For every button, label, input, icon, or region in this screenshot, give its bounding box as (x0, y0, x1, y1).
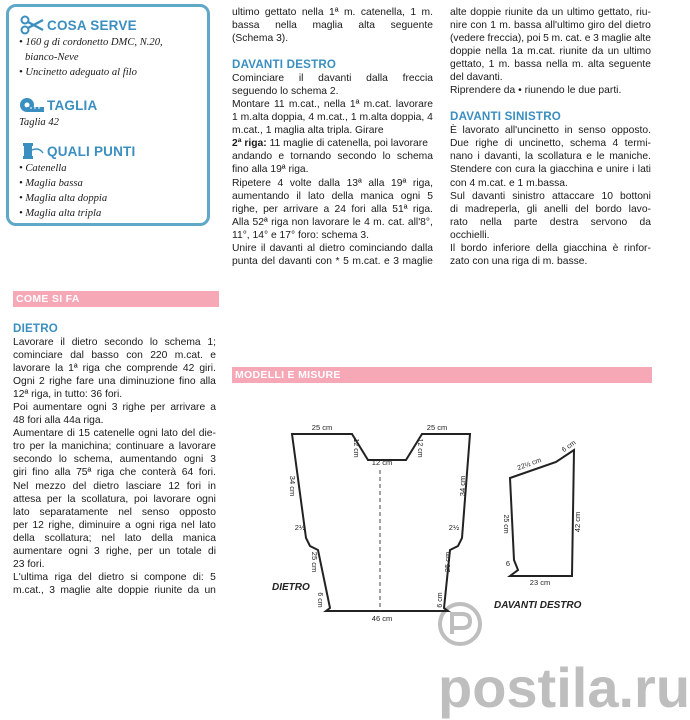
text-line: tro per la manichina; continuare a lavorare (13, 441, 216, 453)
dietro-column (13, 322, 216, 597)
right-column (450, 6, 651, 268)
davanti-destro-text (232, 72, 433, 137)
quali-punti-title: QUALI PUNTI (47, 143, 136, 159)
quali-punti-item: • Maglia bassa (19, 178, 83, 189)
text-line: aumentare ogni 3 righe, per un totale di (13, 545, 216, 557)
cosa-serve-line: • Uncinetto adeguato al filo (19, 67, 137, 78)
back-neck-left-label: 12 cm (352, 438, 359, 458)
quali-punti-item: • Maglia alta doppia (19, 193, 108, 204)
watermark-text: postila.ru (438, 656, 690, 719)
cosa-serve-line: bianco-Neve (25, 52, 79, 63)
front-notch-label: 6 (505, 559, 511, 568)
front-side-label: 42 cm (573, 511, 582, 533)
text-line: righe, per arrivare a 24 fori alla 51ª riga. (232, 203, 433, 215)
come-si-fa-band: COME SI FA (13, 291, 219, 307)
text-line: lavorare la 1ª riga che comprende 42 giri. (13, 363, 216, 375)
text-line: Nel mezzo del dietro lasciare 12 fori in (13, 480, 216, 492)
middle-column (232, 6, 433, 268)
quali-punti-section (19, 141, 135, 221)
watermark-icon (438, 602, 482, 646)
text-line: Stendere con cura la giacchina e unire i lati (450, 164, 651, 176)
front-shoulder-label: 6 cm (560, 439, 578, 454)
text-line: di madreperla, gli anelli del bordo lavo- (450, 203, 651, 215)
text-line: attesa per la scollatura, poi lavorare ogni (13, 493, 216, 505)
quali-punti-item: • Catenella (19, 163, 67, 174)
text-line: m.cat., 1 maglia alta tripla. Girare (232, 125, 384, 137)
text-line: nire con 1 m. bassa all'ultimo giro del dietro (450, 20, 651, 32)
text-line: con 4 m.cat. e 1 m.bassa. (450, 177, 568, 189)
back-bottom-left-label: 6 cm (316, 592, 323, 608)
text-line: occhielli. (450, 229, 490, 241)
cosa-serve-title: COSA SERVE (47, 17, 137, 33)
text-line: 12ª riga, in tutto: 36 fori. (13, 389, 123, 401)
text-line: Unire il davanti al dietro cominciando dalla (232, 242, 433, 254)
taglia-line: Taglia 42 (19, 117, 59, 128)
middle-intro-text (232, 6, 433, 45)
text-line: alte doppie riunite da un ultimo gettato, riu- (450, 7, 651, 18)
riga2-label: 2ª riga: (232, 138, 267, 150)
text-line: giri fino alla 75ª riga che conterà 64 fori. (13, 467, 216, 479)
text-line: Cominciare il davanti dalla freccia (232, 73, 433, 85)
back-notch-left-label: 2½ (294, 523, 306, 532)
thread-spool-icon (19, 141, 45, 161)
scissors-icon (19, 15, 45, 35)
text-line: Riprendere da • riunendo le due parti. (450, 85, 622, 97)
davanti-destro-text-cont (232, 150, 433, 267)
text-line: aumentando il lato della manica ogni 5 (232, 190, 433, 202)
measuring-tape-icon (19, 95, 45, 115)
quali-punti-item: • Maglia alta tripla (19, 208, 102, 219)
watermark-logo (438, 590, 690, 720)
text-line: (vedere freccia), poi 5 m. cat. e 3 maglie alte (450, 33, 651, 45)
back-lower-right-label: 25 cm (443, 551, 452, 573)
text-line: È lavorato all'uncinetto in senso opposto. (450, 125, 651, 137)
back-piece-label: DIETRO (272, 582, 310, 593)
text-line: rato nella parte destra servono da (450, 216, 651, 228)
back-top-left-label: 25 cm (311, 423, 333, 432)
text-line: L'ultima riga del dietro si compone di: 5 (13, 571, 216, 583)
back-neck-right-label: 12 cm (416, 438, 423, 458)
back-lower-left-label: 25 cm (310, 551, 319, 573)
back-bottom-right-label: 6 cm (437, 592, 444, 608)
text-line: punta del davanti con * 5 m.cat. e 3 maglie (232, 255, 433, 267)
front-inner-label: 25 cm (502, 514, 509, 534)
davanti-destro-title: DAVANTI DESTRO (232, 58, 337, 72)
text-line: bassa nella maglia alta seguente (232, 20, 433, 32)
text-line: per 12 righe, diminuire a ogni riga nel lato (13, 519, 216, 531)
text-line: Montare 11 m.cat., nella 1ª m.cat. lavorare (232, 99, 433, 111)
materials-box (6, 4, 210, 226)
back-side-left-label: 34 cm (288, 475, 297, 497)
text-line: 23 fori. (13, 558, 45, 570)
text-line: doppie nella 1a m.cat. riunite da un ultimo (450, 46, 651, 58)
taglia-section (19, 95, 97, 130)
back-notch-right-label: 2½ (448, 523, 460, 532)
text-line: zato con una riga di m. basse. (450, 255, 588, 267)
front-piece-label: DAVANTI DESTRO (494, 600, 582, 611)
modelli-e-misure-band: MODELLI E MISURE (232, 367, 652, 383)
text-line: seguendo lo schema 2. (232, 86, 339, 98)
text-line: Due righe di uncinetto, schema 4 termi- (450, 138, 651, 150)
right-intro-text (450, 6, 651, 97)
riga2-text: 11 maglie di catenella, poi lavorare (266, 138, 428, 150)
text-line: lato separatamente nel senso opposto (13, 506, 216, 518)
text-line: del davanti. (450, 72, 503, 84)
back-top-right-label: 25 cm (426, 423, 448, 432)
text-line: Lavorare il dietro secondo lo schema 1; (13, 337, 216, 348)
text-line: 11°, 14° e 17° foro: schema 3. (232, 229, 369, 241)
text-line: della scollatura; nel lato della manica (13, 532, 216, 544)
dietro-text (13, 336, 216, 597)
text-line: (Schema 3). (232, 33, 289, 45)
davanti-sinistro-title: DAVANTI SINISTRO (450, 110, 561, 124)
text-line: ultimo gettato nella 1ª m. catenella, 1 m. (232, 7, 433, 18)
davanti-sinistro-text (450, 124, 651, 268)
text-line: Sul davanti sinistro attaccare 10 bottoni (450, 190, 651, 202)
text-line: andando e tornando secondo lo schema (232, 151, 433, 163)
text-line: Ripetere 4 volte dalla 13ª alla 19ª riga, (232, 177, 433, 189)
taglia-title: TAGLIA (47, 97, 98, 113)
text-line: nano i davanti, la scollatura e le maniche. (450, 151, 651, 163)
back-side-right-label: 34 cm (458, 475, 467, 497)
text-line: 1 m.alta doppia, 4 m.cat., 1 m.alta doppia, 4 (232, 112, 433, 124)
cosa-serve-section (19, 15, 163, 80)
text-line: Ogni 2 righe fare una diminuzione fino alla (13, 376, 216, 388)
front-bottom-label: 23 cm (529, 578, 551, 587)
text-line: Il bordo inferiore della giacchina è rinfor- (450, 242, 651, 254)
back-neck-width-label: 12 cm (371, 458, 393, 467)
text-line: gettato, 1 m. bassa nella m. alta seguente (450, 59, 651, 71)
text-line: Aumentare di 15 catenelle ogni lato del die- (13, 428, 216, 440)
dietro-title: DIETRO (13, 322, 58, 335)
text-line: cominciare dal basso con 220 m.cat. e (13, 350, 216, 362)
text-line: Poi aumentare ogni 3 righe per arrivare a (13, 402, 216, 414)
text-line: m.cat., 3 maglie alte doppie riunite da un (13, 584, 216, 596)
text-line: Alla 52ª riga non lavorare le 4 m. cat. all'8°, (232, 216, 433, 228)
text-line: 48 fori alla 44a riga. (13, 415, 104, 427)
riga2-line (232, 137, 433, 150)
text-line: secondo lo schema, aumentando ogni 3 (13, 454, 216, 466)
front-neck-label: 22½ cm (516, 457, 543, 473)
cosa-serve-line: • 160 g di cordonetto DMC, N.20, (19, 37, 163, 48)
back-bottom-label: 46 cm (371, 614, 393, 623)
text-line: fino alla 19ª riga. (232, 164, 309, 176)
